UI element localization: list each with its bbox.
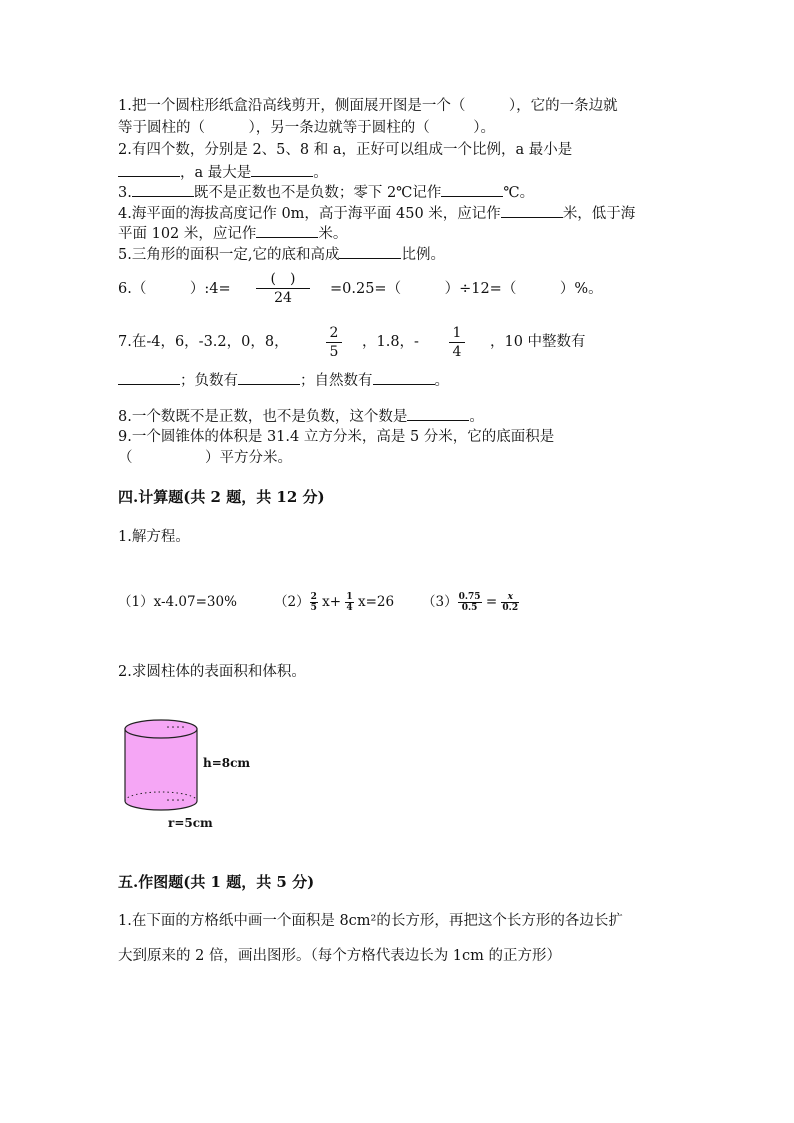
eq3-fraction-2 bbox=[501, 592, 519, 613]
q6-text-b: =0.25=（ ）÷12=（ ）%。 bbox=[330, 281, 603, 297]
q8-blank[interactable] bbox=[407, 406, 469, 421]
q3-text-b: 既不是正数也不是负数；零下 2℃记作 bbox=[193, 185, 442, 201]
q7-text-neg: ；负数有 bbox=[180, 373, 238, 389]
q7-text-c: ，10 中整数有 bbox=[490, 334, 586, 350]
q3-num: 3. bbox=[118, 185, 132, 201]
q6-frac-num: ( ) bbox=[256, 270, 310, 289]
q7-f1-num: 2 bbox=[326, 324, 342, 343]
q6-text-a: 6.（ ）:4= bbox=[118, 281, 231, 297]
q3-line bbox=[118, 182, 534, 203]
equation-3 bbox=[422, 592, 519, 613]
q4-text-c: 平面 102 米，应记作 bbox=[118, 226, 257, 242]
section4-p1: 1.解方程。 bbox=[118, 529, 190, 545]
q8-text-a: 8.一个数既不是正数，也不是负数，这个数是 bbox=[118, 409, 408, 425]
q4-text-b: 米，低于海 bbox=[562, 206, 636, 222]
eq3-label: （3） bbox=[422, 594, 458, 610]
q5-blank[interactable] bbox=[339, 244, 401, 259]
eq3-f1-den: 0.5 bbox=[461, 603, 478, 613]
q7-blank-integers[interactable] bbox=[118, 370, 180, 385]
q9-line2: （ ）平方分米。 bbox=[118, 450, 292, 466]
q8-text-b: 。 bbox=[469, 409, 484, 425]
q4-text-d: 米。 bbox=[318, 226, 348, 242]
q7-f1-den: 5 bbox=[329, 344, 339, 360]
eq3-equals: = bbox=[485, 594, 498, 610]
q7-f2-num: 1 bbox=[449, 324, 465, 343]
q7-f2-den: 4 bbox=[452, 344, 462, 360]
q7-text-b: ，1.8，- bbox=[362, 334, 419, 350]
q2-line2 bbox=[118, 162, 328, 183]
q7-text-a: 7.在-4，6，-3.2，0，8， bbox=[118, 334, 289, 350]
q5-line bbox=[118, 244, 445, 265]
q7-fraction-2 bbox=[449, 324, 465, 361]
q4-line2 bbox=[118, 223, 347, 244]
q5-text-a: 5.三角形的面积一定,它的底和高成 bbox=[118, 247, 340, 263]
eq2-f1-den: 5 bbox=[310, 603, 317, 613]
q1-line2: 等于圆柱的（ ），另一条边就等于圆柱的（ ）。 bbox=[118, 120, 495, 136]
q4-blank-1[interactable] bbox=[501, 203, 563, 218]
eq2-text-c: x=26 bbox=[357, 594, 395, 610]
q4-blank-2[interactable] bbox=[256, 223, 318, 238]
height-label: h=8cm bbox=[203, 756, 251, 770]
eq3-f1-num: 0.75 bbox=[458, 592, 481, 602]
cylinder-top bbox=[125, 720, 197, 738]
eq2-fraction-2 bbox=[345, 592, 353, 613]
q8-line bbox=[118, 406, 484, 427]
q2-blank-max[interactable] bbox=[251, 162, 313, 177]
q4-text-a: 4.海平面的海拔高度记作 0m，高于海平面 450 米，应记作 bbox=[118, 206, 501, 222]
eq2-fraction-1 bbox=[310, 592, 318, 613]
eq2-label: （2） bbox=[274, 594, 310, 610]
eq2-f1-num: 2 bbox=[310, 592, 317, 602]
eq2-f2-den: 4 bbox=[346, 603, 353, 613]
equation-2 bbox=[274, 592, 394, 613]
q7-fraction-1 bbox=[326, 324, 342, 361]
q1-line1: 1.把一个圆柱形纸盒沿高线剪开，侧面展开图是一个（ ），它的一条边就 bbox=[118, 98, 618, 114]
radius-label: r=5cm bbox=[168, 816, 213, 830]
q2-text-end: 。 bbox=[313, 165, 328, 181]
section4-title: 四.计算题(共 2 题，共 12 分) bbox=[118, 488, 325, 506]
q3-blank-1[interactable] bbox=[132, 182, 194, 197]
q4-line1 bbox=[118, 203, 635, 224]
q2-text-b: ，a 最大是 bbox=[180, 165, 252, 181]
eq2-text-b: x+ bbox=[322, 594, 342, 610]
q3-text-c: ℃。 bbox=[503, 185, 535, 201]
q2-line1: 2.有四个数，分别是 2、5、8 和 a，正好可以组成一个比例，a 最小是 bbox=[118, 142, 573, 158]
section5-line2: 大到原来的 2 倍，画出图形。（每个方格代表边长为 1cm 的正方形） bbox=[118, 948, 562, 964]
cylinder-figure bbox=[118, 714, 208, 816]
q6-fraction bbox=[256, 270, 310, 307]
q7-blank-negatives[interactable] bbox=[238, 370, 300, 385]
q7-text-nat: ；自然数有 bbox=[300, 373, 373, 389]
q7-blank-naturals[interactable] bbox=[373, 370, 435, 385]
eq3-fraction-1 bbox=[458, 592, 482, 613]
q6-frac-den: 24 bbox=[274, 290, 292, 306]
q7-line2 bbox=[118, 370, 449, 391]
q5-text-b: 比例。 bbox=[401, 247, 445, 263]
q3-blank-2[interactable] bbox=[441, 182, 503, 197]
eq3-f2-den: 0.2 bbox=[502, 603, 519, 613]
section4-p2: 2.求圆柱体的表面积和体积。 bbox=[118, 664, 306, 680]
cylinder-body bbox=[125, 729, 197, 810]
q2-blank-min[interactable] bbox=[118, 162, 180, 177]
section5-title: 五.作图题(共 1 题，共 5 分) bbox=[118, 873, 315, 891]
eq3-f2-num: x bbox=[501, 592, 519, 603]
q7-text-end: 。 bbox=[434, 373, 449, 389]
q9-line1: 9.一个圆锥体的体积是 31.4 立方分米，高是 5 分米，它的底面积是 bbox=[118, 429, 555, 445]
eq2-f2-num: 1 bbox=[346, 592, 353, 602]
equation-1: （1）x-4.07=30% bbox=[118, 594, 237, 610]
section5-line1: 1.在下面的方格纸中画一个面积是 8cm²的长方形，再把这个长方形的各边长扩 bbox=[118, 913, 623, 929]
